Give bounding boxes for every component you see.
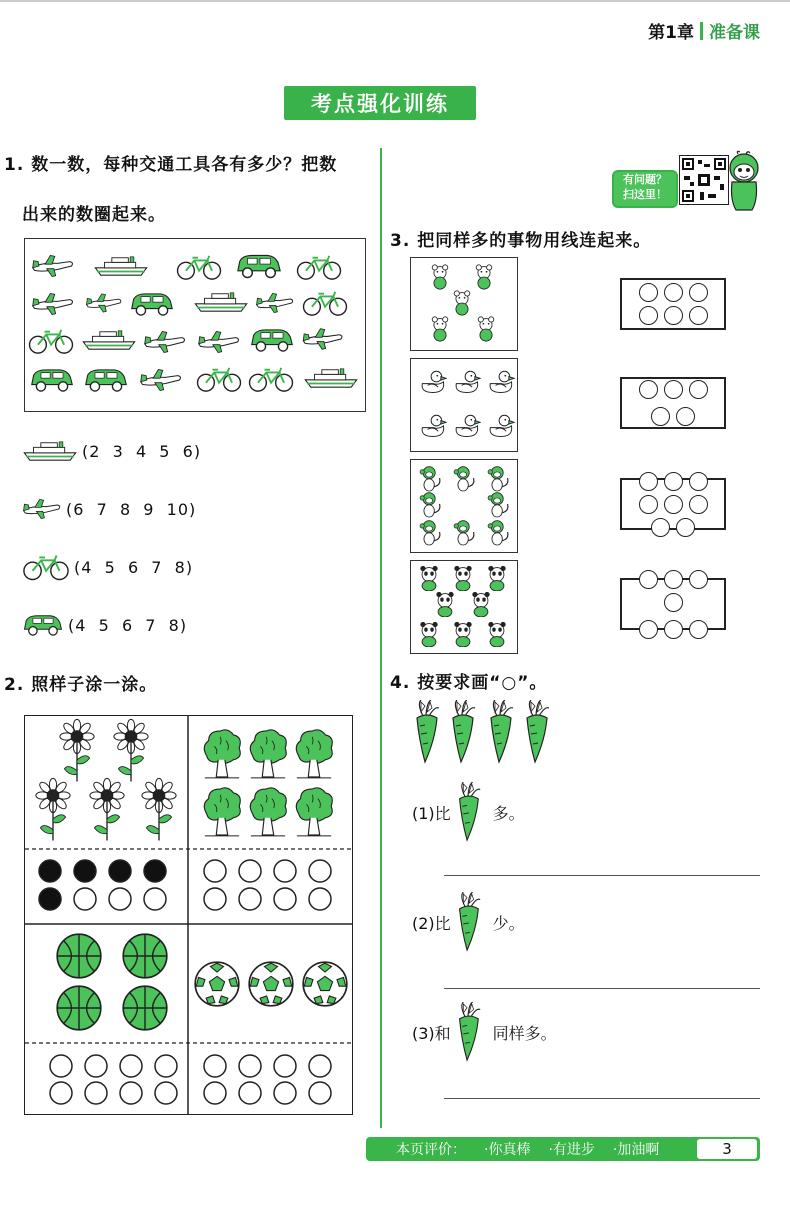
q4-item-3-prefix: (3)和 [412,1023,451,1043]
circle-group-6[interactable] [620,278,726,330]
q4-item-1-suffix: 多。 [492,803,525,823]
q4-prompt: 4. 按要求画“○”。 [390,673,548,693]
rating-option-great[interactable]: ·你真棒 [484,1142,531,1158]
qr-code-icon [680,156,728,204]
count-row-plane [22,496,196,522]
duck-picture[interactable] [410,358,518,452]
q2-prompt: 2. 照样子涂一涂。 [4,675,158,695]
count-options-ship[interactable]: (2 3 4 5 6) [82,441,202,461]
count-options-plane[interactable]: (6 7 8 9 10) [66,499,197,519]
count-options-car[interactable]: (4 5 6 7 8) [68,615,188,635]
count-row-car [22,610,187,640]
vehicles-grid [25,239,365,411]
rating-option-progress[interactable]: ·有进步 [548,1142,595,1158]
page-rating-bar [366,1137,760,1161]
q4-item-1 [412,782,525,842]
circle-group-8[interactable] [620,478,726,530]
car-icon [22,610,64,640]
q4-item-2-suffix: 少。 [492,913,525,933]
answer-line-1[interactable] [444,875,760,876]
q4-item-3 [412,1002,557,1062]
carrot-icon [453,892,483,952]
page-number: 3 [696,1138,758,1160]
q4-item-2 [412,892,525,952]
q4-item-2-prefix: (2)比 [412,913,451,933]
rating-option-keep-going[interactable]: ·加油啊 [612,1142,660,1158]
section-label: 准备课 [709,23,760,43]
answer-line-2[interactable] [444,988,760,989]
mascot-icon [724,150,764,212]
carrot-icon [453,782,483,842]
top-border [0,0,790,2]
duck-group [411,359,517,451]
monkey-picture[interactable] [410,459,518,553]
rating-label: 本页评价： [396,1142,466,1158]
chapter-header [648,18,760,43]
vehicles-picture [24,238,366,412]
ship-icon [22,440,78,462]
help-label[interactable] [612,170,678,208]
plane-icon [22,496,62,522]
q1-prompt-line2: 出来的数圈起来。 [22,205,166,225]
count-options-bicycle[interactable]: (4 5 6 7 8) [74,557,194,577]
animal-picture-1[interactable] [410,257,518,351]
animal-group-1 [411,258,517,350]
q3-prompt: 3. 把同样多的事物用线连起来。 [390,231,652,251]
circle-group-7[interactable] [620,578,726,630]
q4-item-3-suffix: 同样多。 [492,1023,557,1043]
bicycle-icon [22,552,70,582]
page-title: 考点强化训练 [284,86,476,120]
count-row-ship [22,440,201,462]
column-divider [380,148,382,1128]
carrot-group [410,700,560,766]
q1-prompt-line1: 1. 数一数，每种交通工具各有多少？把数 [4,155,338,175]
help-label-line2: 扫这里！ [623,188,667,201]
panda-group [411,561,517,653]
circle-group-5[interactable] [620,377,726,429]
chapter-label: 第1章 [648,23,694,43]
monkey-group [411,460,517,552]
qr-code[interactable] [679,155,729,205]
count-row-bicycle [22,552,193,582]
help-label-line1: 有问题？ [623,173,667,186]
panda-picture[interactable] [410,560,518,654]
answer-line-3[interactable] [444,1098,760,1099]
coloring-grid [24,715,353,1115]
q4-item-1-prefix: (1)比 [412,803,451,823]
carrot-icon [453,1002,483,1062]
header-divider [700,22,703,40]
coloring-grid-art [25,716,352,1114]
